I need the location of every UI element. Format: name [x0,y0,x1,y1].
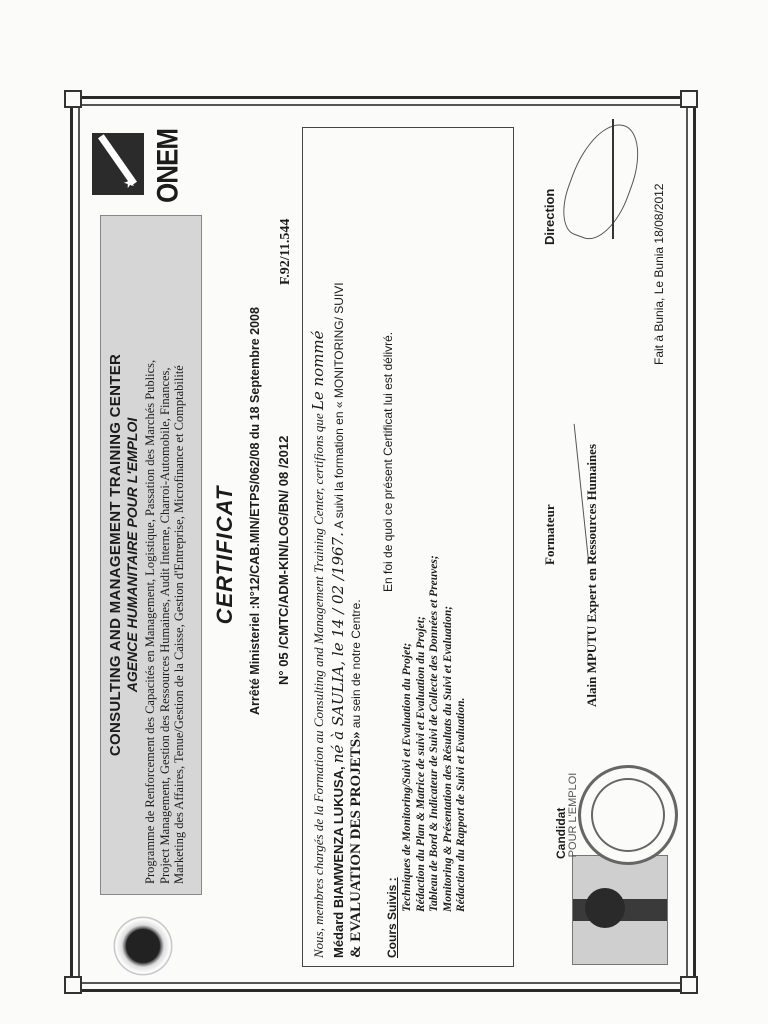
programme-line: Marketing des Affaires, Tenue/Gestion de la Caisse, Gestion d'Entreprise, Microfinance et Comptabilité [172,365,186,884]
certificate-number: N° 05 /CMTC/ADM-KIN/LOG/BN/ 08 /2012 [276,435,291,685]
list-item: Tableau de Bord & Indicateur de Suivi de Collecte des Données et Preuves; [428,555,440,912]
cmtc-seal-logo [112,915,174,977]
handwritten-intro: Le nommé [309,330,327,411]
courses-list [401,555,469,912]
list-item: Rédaction du Rapport de Suivi et Evaluation. [455,697,467,912]
direction-signature [553,114,650,247]
list-item: Rédaction du Plan & Matrice de suivi et Evaluation du Projet; [414,616,427,912]
list-item: Monitoring & Présentation des Résultats du Suivi et Evaluation; [441,605,454,912]
delivre-line: En foi de quoi ce présent Certificat lui est délivré. [381,331,395,592]
official-stamp [567,765,678,865]
programme-text [143,224,187,884]
arrete-line: Arrêté Ministeriel :N°12/CAB.MIN/ETPS/062/08 du 18 Septembre 2008 [248,307,262,715]
handwritten-birth: né à SAULIA, le 14 / 02 /1967. [329,532,347,764]
centre-text: au sein de notre Centre. [349,599,363,729]
formation-lead: A suivi la formation en « MONITORING/ SUIVI [332,282,346,529]
intro-text: Nous, membres chargés de la Formation au Consulting and Management Training Center, certifions que [311,413,326,958]
org-name: CONSULTING AND MANAGEMENT TRAINING CENTER [107,353,124,757]
org-subtitle: AGENCE HUMANITAIRE POUR L'EMPLOI [124,417,140,693]
recipient-name: Médard BIAMWENZA LUKUSA, [331,766,346,958]
courses-label: Cours Suivis : [385,877,399,958]
signature-line [612,119,614,239]
formation-line [348,599,365,958]
stamp-text: POUR L'EMPLOI [567,772,579,858]
candidate-photo [572,855,668,965]
formation-name: & EVALUATION DES PROJETS» [348,731,364,958]
formateur-label: Formateur [542,504,557,565]
certificate-body [302,127,514,967]
reference-number: F.92/11.544 [278,218,293,285]
recipient-line [329,282,347,958]
onem-logo: ONEM [149,129,185,203]
issue-place-date: Fait à Bunia, Le Bunia 18/08/2012 [652,183,666,365]
programme-line: Programme de Renforcement des Capacités en Management, Logistique, Passation des Marchés Publics, [143,359,157,884]
list-item: Techniques de Monitoring/Suivi et Evaluation du Projet; [401,642,413,912]
intro-line [309,330,327,958]
programme-line: Project Management, Gestion des Ressources Humaines, Audit Interne, Charroi-Automobile, Finances, [157,367,172,884]
certificate [72,101,688,985]
direction-label: Direction [542,188,557,245]
candidat-label: Candidat [554,807,568,859]
header-banner [100,215,202,895]
flag-icon: ★ [92,133,144,195]
formateur-name: Alain MPUTU Expert en Ressources Humaines [584,443,599,707]
certificate-title: CERTIFICAT [212,485,237,625]
